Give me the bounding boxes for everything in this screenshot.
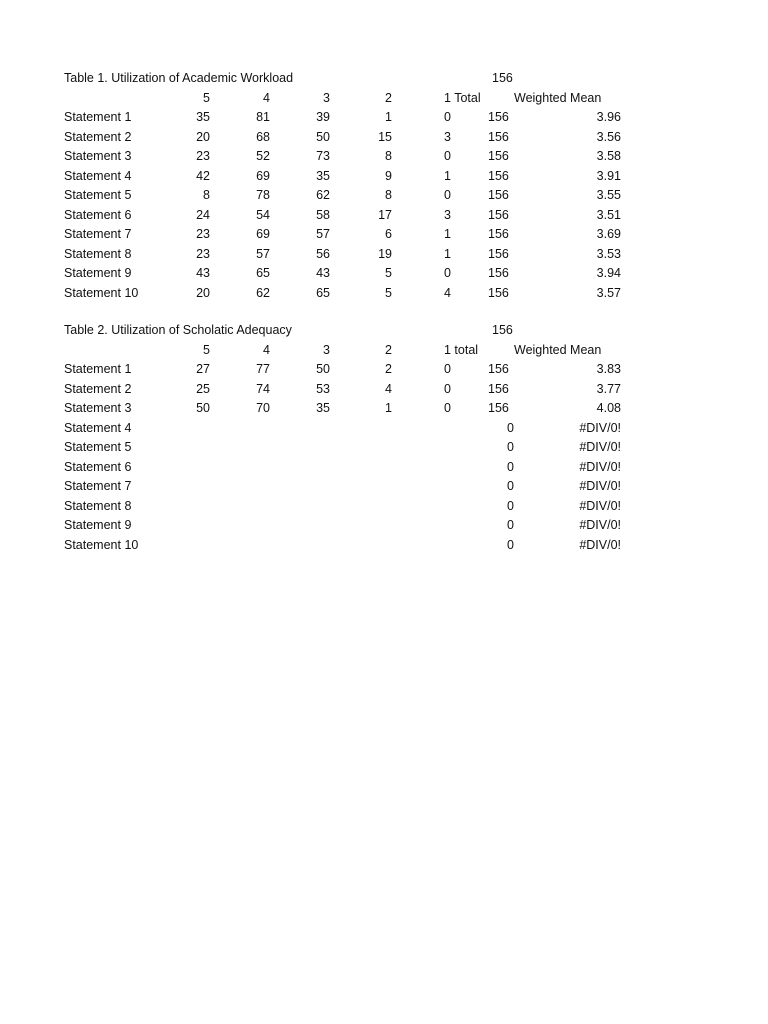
table-row	[64, 108, 624, 128]
cell-5: 27	[196, 362, 210, 376]
cell-5: 43	[196, 266, 210, 280]
cell-total: 156	[488, 381, 509, 396]
table-row	[64, 264, 624, 284]
total-count: 156	[492, 71, 513, 85]
cell-total: 156	[488, 188, 509, 202]
row-label: Statement 1	[64, 110, 132, 124]
row-label: Statement 6	[64, 459, 132, 474]
cell-total: 156	[488, 246, 509, 261]
cell-1: 0	[444, 188, 451, 202]
cell-total: 156	[488, 149, 509, 163]
cell-3: 65	[316, 285, 330, 300]
table-1	[64, 69, 624, 303]
cell-weighted-mean: 3.53	[596, 246, 621, 261]
cell-weighted-mean: #DIV/0!	[579, 440, 621, 454]
cell-weighted-mean: 3.57	[596, 285, 621, 300]
table-row	[64, 147, 624, 167]
cell-2: 15	[378, 129, 392, 144]
table-body	[64, 360, 624, 555]
table-row	[64, 516, 624, 536]
cell-1: 0	[444, 110, 451, 124]
table-title: Table 1. Utilization of Academic Workload	[64, 71, 294, 85]
cell-weighted-mean: 3.77	[596, 381, 621, 396]
cell-3: 58	[316, 207, 330, 222]
cell-2: 2	[385, 362, 392, 376]
row-label: Statement 9	[64, 518, 132, 532]
cell-total: 156	[488, 227, 509, 241]
cell-5: 42	[196, 168, 210, 183]
row-label: Statement 5	[64, 188, 132, 202]
row-label: Statement 4	[64, 168, 132, 183]
cell-total: 0	[507, 440, 514, 454]
cell-total: 0	[507, 537, 514, 552]
cell-total: 156	[488, 207, 509, 222]
cell-1: 4	[444, 285, 451, 300]
table-header-row	[64, 89, 624, 109]
cell-2: 8	[385, 188, 392, 202]
cell-3: 62	[316, 188, 330, 202]
cell-4: 69	[256, 168, 270, 183]
table-row	[64, 399, 624, 419]
cell-3: 50	[316, 362, 330, 376]
cell-3: 35	[316, 401, 330, 415]
cell-3: 39	[316, 110, 330, 124]
cell-1: 3	[444, 129, 451, 144]
header-3: 3	[323, 342, 330, 357]
table-row	[64, 380, 624, 400]
table-title: Table 2. Utilization of Scholatic Adequacy	[64, 323, 292, 337]
row-label: Statement 7	[64, 227, 132, 241]
cell-1: 0	[444, 266, 451, 280]
table-row	[64, 206, 624, 226]
cell-total: 156	[488, 401, 509, 415]
cell-weighted-mean: #DIV/0!	[579, 537, 621, 552]
cell-2: 9	[385, 168, 392, 183]
cell-5: 20	[196, 285, 210, 300]
cell-weighted-mean: #DIV/0!	[579, 459, 621, 474]
table-row	[64, 360, 624, 380]
header-5: 5	[203, 342, 210, 357]
cell-1: 1	[444, 227, 451, 241]
cell-5: 23	[196, 246, 210, 261]
cell-weighted-mean: 3.91	[596, 168, 621, 183]
cell-2: 1	[385, 401, 392, 415]
cell-weighted-mean: 3.69	[596, 227, 621, 241]
cell-4: 65	[256, 266, 270, 280]
cell-2: 5	[385, 285, 392, 300]
cell-weighted-mean: 4.08	[596, 401, 621, 415]
cell-3: 73	[316, 149, 330, 163]
header-5: 5	[203, 90, 210, 105]
table-2	[64, 321, 624, 555]
cell-weighted-mean: 3.55	[596, 188, 621, 202]
cell-2: 6	[385, 227, 392, 241]
table-body	[64, 108, 624, 303]
header-weighted-mean: Weighted Mean	[514, 342, 602, 357]
cell-2: 5	[385, 266, 392, 280]
header-3: 3	[323, 90, 330, 105]
cell-weighted-mean: #DIV/0!	[579, 479, 621, 493]
cell-5: 8	[203, 188, 210, 202]
table-row	[64, 438, 624, 458]
header-4: 4	[263, 342, 270, 357]
row-label: Statement 6	[64, 207, 132, 222]
cell-3: 43	[316, 266, 330, 280]
row-label: Statement 2	[64, 381, 132, 396]
cell-5: 23	[196, 227, 210, 241]
table-row	[64, 419, 624, 439]
cell-3: 50	[316, 129, 330, 144]
cell-5: 20	[196, 129, 210, 144]
cell-4: 81	[256, 110, 270, 124]
cell-4: 52	[256, 149, 270, 163]
cell-total: 156	[488, 110, 509, 124]
cell-total: 156	[488, 362, 509, 376]
cell-2: 19	[378, 246, 392, 261]
row-label: Statement 2	[64, 129, 132, 144]
cell-4: 68	[256, 129, 270, 144]
cell-5: 25	[196, 381, 210, 396]
cell-4: 62	[256, 285, 270, 300]
cell-total: 0	[507, 518, 514, 532]
row-label: Statement 1	[64, 362, 132, 376]
header-2: 2	[385, 90, 392, 105]
cell-5: 50	[196, 401, 210, 415]
cell-weighted-mean: #DIV/0!	[579, 420, 621, 435]
row-label: Statement 8	[64, 246, 132, 261]
cell-4: 69	[256, 227, 270, 241]
table-header-row	[64, 341, 624, 361]
cell-4: 78	[256, 188, 270, 202]
cell-total: 0	[507, 459, 514, 474]
table-row	[64, 186, 624, 206]
row-label: Statement 3	[64, 401, 132, 415]
cell-5: 35	[196, 110, 210, 124]
cell-1: 0	[444, 381, 451, 396]
cell-4: 74	[256, 381, 270, 396]
cell-weighted-mean: 3.56	[596, 129, 621, 144]
table-row	[64, 225, 624, 245]
cell-3: 56	[316, 246, 330, 261]
table-row	[64, 536, 624, 556]
cell-weighted-mean: 3.83	[596, 362, 621, 376]
total-count: 156	[492, 323, 513, 337]
cell-weighted-mean: 3.51	[596, 207, 621, 222]
header-1-total: 1 Total	[444, 90, 481, 105]
cell-total: 0	[507, 498, 514, 513]
table-row	[64, 458, 624, 478]
table-row	[64, 497, 624, 517]
row-label: Statement 10	[64, 537, 139, 552]
row-label: Statement 10	[64, 285, 139, 300]
cell-total: 156	[488, 285, 509, 300]
table-title-row	[64, 69, 624, 89]
table-row	[64, 128, 624, 148]
cell-4: 70	[256, 401, 270, 415]
cell-1: 0	[444, 401, 451, 415]
cell-2: 8	[385, 149, 392, 163]
row-label: Statement 8	[64, 498, 132, 513]
row-label: Statement 3	[64, 149, 132, 163]
cell-total: 156	[488, 168, 509, 183]
cell-4: 54	[256, 207, 270, 222]
cell-3: 53	[316, 381, 330, 396]
cell-total: 156	[488, 129, 509, 144]
cell-total: 0	[507, 479, 514, 493]
cell-1: 1	[444, 168, 451, 183]
cell-1: 1	[444, 246, 451, 261]
cell-total: 0	[507, 420, 514, 435]
cell-weighted-mean: #DIV/0!	[579, 498, 621, 513]
cell-weighted-mean: 3.94	[596, 266, 621, 280]
table-row	[64, 167, 624, 187]
cell-2: 17	[378, 207, 392, 222]
cell-4: 77	[256, 362, 270, 376]
table-row	[64, 477, 624, 497]
table-row	[64, 284, 624, 304]
row-label: Statement 7	[64, 479, 132, 493]
cell-2: 4	[385, 381, 392, 396]
cell-1: 3	[444, 207, 451, 222]
table-title-row	[64, 321, 624, 341]
header-4: 4	[263, 90, 270, 105]
row-label: Statement 9	[64, 266, 132, 280]
table-row	[64, 245, 624, 265]
row-label: Statement 4	[64, 420, 132, 435]
header-2: 2	[385, 342, 392, 357]
cell-weighted-mean: 3.58	[596, 149, 621, 163]
cell-5: 24	[196, 207, 210, 222]
cell-1: 0	[444, 149, 451, 163]
cell-4: 57	[256, 246, 270, 261]
header-weighted-mean: Weighted Mean	[514, 90, 602, 105]
cell-5: 23	[196, 149, 210, 163]
cell-3: 57	[316, 227, 330, 241]
row-label: Statement 5	[64, 440, 132, 454]
cell-2: 1	[385, 110, 392, 124]
cell-total: 156	[488, 266, 509, 280]
cell-weighted-mean: 3.96	[596, 110, 621, 124]
cell-3: 35	[316, 168, 330, 183]
header-1-total: 1 total	[444, 342, 479, 357]
cell-weighted-mean: #DIV/0!	[579, 518, 621, 532]
cell-1: 0	[444, 362, 451, 376]
